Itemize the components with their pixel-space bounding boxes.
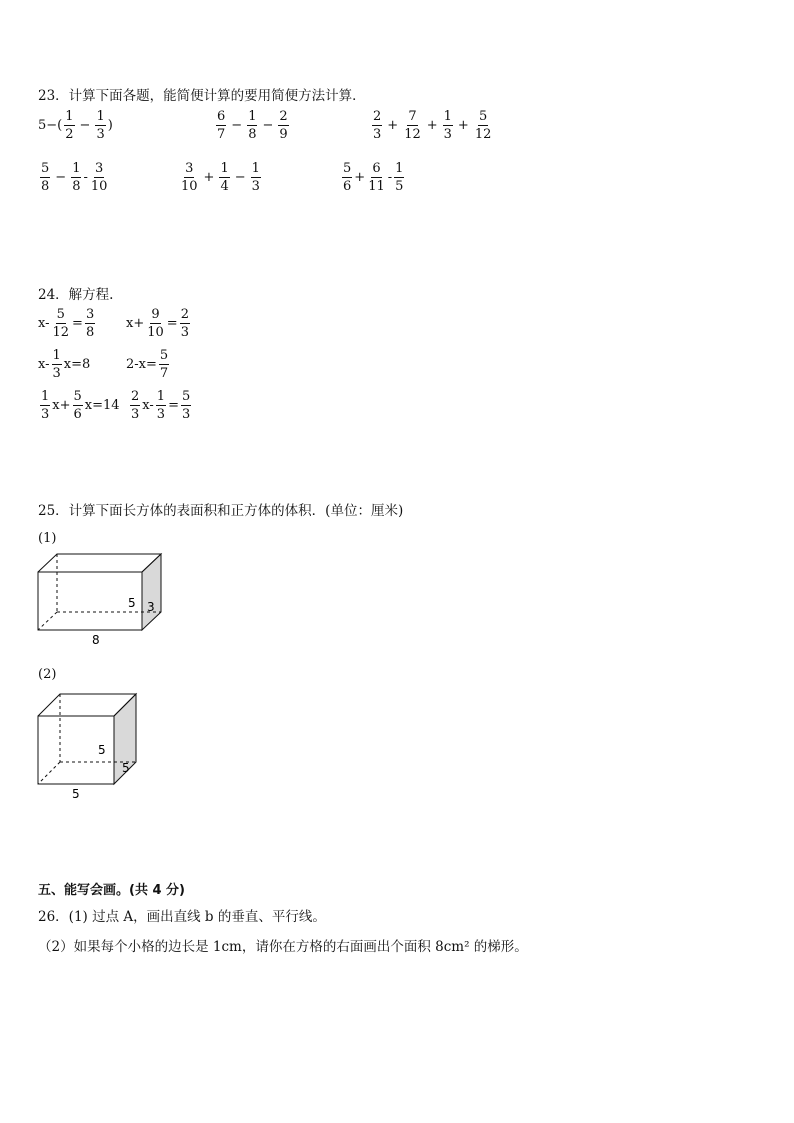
q23-expr-3 — [370, 110, 494, 141]
expr-text: x=8 — [63, 357, 91, 372]
denominator: 3 — [41, 407, 50, 422]
fraction — [474, 110, 493, 141]
operator: − — [262, 118, 274, 133]
fraction — [85, 308, 95, 339]
fraction — [394, 162, 404, 193]
numerator: 5 — [56, 307, 65, 322]
numerator: 2 — [131, 389, 140, 404]
fraction — [372, 110, 382, 141]
denominator: 5 — [395, 179, 404, 194]
fraction — [40, 162, 50, 193]
operator: - — [83, 170, 88, 185]
q24-equation-2 — [126, 308, 192, 339]
cuboid-top-edges — [38, 554, 161, 572]
numerator: 3 — [95, 161, 104, 176]
numerator: 1 — [220, 161, 229, 176]
fraction — [342, 162, 352, 193]
operator: − — [55, 170, 67, 185]
expr-text: ) — [107, 118, 113, 133]
numerator: 1 — [248, 109, 257, 124]
fraction — [130, 390, 140, 421]
fraction — [278, 110, 288, 141]
fraction — [247, 110, 257, 141]
numerator: 7 — [408, 109, 417, 124]
cuboid-front-face — [38, 572, 142, 630]
numerator: 5 — [343, 161, 352, 176]
numerator: 1 — [72, 161, 81, 176]
expr-text: x- — [142, 398, 154, 413]
fraction — [90, 162, 109, 193]
operator: − — [79, 118, 91, 133]
numerator: 2 — [373, 109, 382, 124]
q24-equation-5 — [38, 390, 120, 421]
numerator: 1 — [96, 109, 105, 124]
operator: + — [457, 118, 469, 133]
figure-1-label: (1) — [38, 531, 57, 546]
denominator: 8 — [248, 127, 257, 142]
fraction — [64, 110, 74, 141]
numerator: 1 — [41, 389, 50, 404]
denominator: 10 — [147, 325, 164, 340]
numerator: 2 — [279, 109, 288, 124]
fraction — [443, 110, 453, 141]
q23-expr-6 — [340, 162, 406, 193]
expr-text: x+ — [126, 316, 145, 331]
denominator: 10 — [181, 179, 198, 194]
expr-text: 2-x= — [126, 357, 157, 372]
numerator: 1 — [395, 161, 404, 176]
q26-part-2: （2）如果每个小格的边长是 1cm，请你在方格的右面画出个面积 8cm² 的梯形。 — [38, 939, 528, 955]
cuboid-height-label: 3 — [147, 600, 155, 614]
expr-text: x- — [38, 357, 50, 372]
operator: - — [387, 170, 393, 185]
numerator: 2 — [180, 307, 189, 322]
denominator: 3 — [251, 179, 260, 194]
denominator: 8 — [72, 179, 81, 194]
hidden-edge — [38, 612, 57, 630]
q23-expr-5 — [178, 162, 263, 193]
fraction — [251, 162, 261, 193]
numerator: 1 — [251, 161, 260, 176]
fraction — [219, 162, 229, 193]
fraction — [52, 349, 62, 380]
fraction — [73, 390, 83, 421]
denominator: 3 — [373, 127, 382, 142]
operator: + — [203, 170, 215, 185]
numerator: 9 — [151, 307, 160, 322]
expr-text: x- — [38, 316, 50, 331]
denominator: 3 — [52, 366, 61, 381]
numerator: 1 — [443, 109, 452, 124]
fraction — [52, 308, 71, 339]
denominator: 3 — [156, 407, 166, 422]
fraction — [180, 308, 190, 339]
fraction — [180, 162, 199, 193]
expr-text: x+ — [52, 398, 71, 413]
denominator: 3 — [131, 407, 140, 422]
numerator: 5 — [181, 389, 191, 404]
q24-equation-1 — [38, 308, 97, 339]
fraction — [159, 349, 169, 380]
figure-2-label: (2) — [38, 667, 57, 682]
denominator: 3 — [96, 127, 105, 142]
denominator: 10 — [90, 179, 108, 194]
denominator: 11 — [368, 179, 385, 194]
cube-figure — [30, 686, 150, 806]
numerator: 1 — [156, 389, 166, 404]
numerator: 5 — [73, 389, 82, 404]
expr-text: = — [72, 316, 83, 331]
denominator: 9 — [279, 127, 288, 142]
q24-equation-4 — [126, 349, 171, 380]
denominator: 7 — [217, 127, 226, 142]
cuboid-figure — [30, 550, 170, 650]
denominator: 3 — [443, 127, 452, 142]
numerator: 5 — [41, 161, 50, 176]
q23-title: 23．计算下面各题，能简便计算的要用简便方法计算． — [38, 88, 366, 104]
numerator: 5 — [159, 348, 169, 363]
fraction — [40, 390, 50, 421]
fraction — [216, 110, 226, 141]
numerator: 6 — [372, 161, 381, 176]
operator: + — [426, 118, 438, 133]
q23-expr-4 — [38, 162, 110, 193]
denominator: 12 — [474, 127, 492, 142]
numerator: 6 — [217, 109, 226, 124]
q25-title: 25．计算下面长方体的表面积和正方体的体积．(单位：厘米) — [38, 503, 404, 519]
q24-equation-6 — [128, 390, 193, 421]
q24-title: 24．解方程. — [38, 287, 114, 303]
expr-text: x=14 — [84, 398, 120, 413]
numerator: 1 — [52, 348, 61, 363]
denominator: 8 — [85, 325, 95, 340]
q24-equation-3 — [38, 349, 90, 380]
q23-expr-2 — [214, 110, 291, 141]
expr-text: = — [168, 398, 179, 413]
cuboid-right-face — [142, 554, 161, 630]
fraction — [146, 308, 165, 339]
q26-part-1: 26．(1) 过点 A，画出直线 b 的垂直、平行线。 — [38, 909, 326, 925]
denominator: 8 — [41, 179, 50, 194]
fraction — [403, 110, 422, 141]
fraction — [367, 162, 386, 193]
fraction — [95, 110, 105, 141]
cuboid-length-label: 8 — [92, 633, 100, 647]
denominator: 6 — [73, 407, 82, 422]
denominator: 3 — [181, 407, 191, 422]
fraction — [156, 390, 166, 421]
hidden-edge — [38, 762, 60, 784]
denominator: 4 — [220, 179, 229, 194]
cube-side-label: 5 — [72, 787, 80, 801]
denominator: 6 — [343, 179, 352, 194]
denominator: 3 — [180, 325, 189, 340]
numerator: 3 — [85, 307, 95, 322]
cube-side-label: 5 — [122, 761, 130, 775]
operator: + — [387, 118, 399, 133]
fraction — [71, 162, 81, 193]
operator: + — [354, 170, 366, 185]
cuboid-width-label: 5 — [128, 596, 136, 610]
denominator: 12 — [52, 325, 70, 340]
denominator: 7 — [159, 366, 169, 381]
expr-text: = — [166, 316, 178, 331]
expr-text: 5−( — [38, 118, 63, 133]
operator: − — [231, 118, 243, 133]
cube-side-label: 5 — [98, 743, 106, 757]
denominator: 2 — [65, 127, 74, 142]
operator: − — [234, 170, 246, 185]
numerator: 5 — [478, 109, 488, 124]
q23-expr-1 — [38, 110, 113, 141]
fraction — [181, 390, 191, 421]
denominator: 12 — [404, 127, 421, 142]
section-5-heading: 五、能写会画。(共 4 分) — [38, 883, 185, 898]
numerator: 3 — [185, 161, 194, 176]
numerator: 1 — [65, 109, 74, 124]
